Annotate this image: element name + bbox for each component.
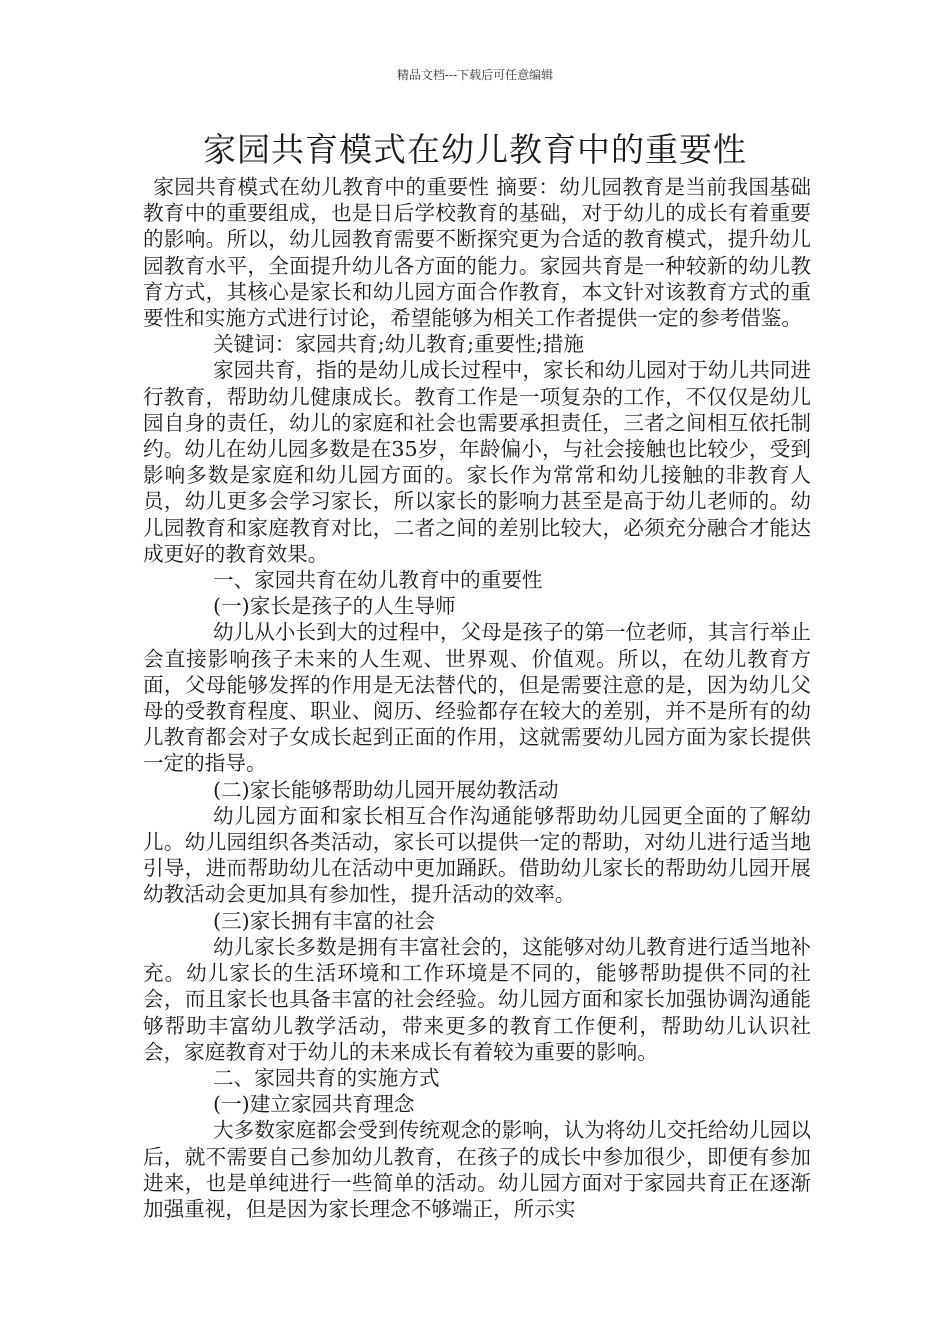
- subsection-heading: (一)家长是孩子的人生导师: [213, 594, 456, 619]
- section-heading: 一、家园共育在幼儿教育中的重要性: [213, 568, 543, 593]
- body-paragraph: 幼儿园方面和家长相互合作沟通能够帮助幼儿园更全面的了解幼儿。幼儿园组织各类活动，家长可以提供一定的帮助，对幼儿进行适当地引导，进而帮助幼儿在活动中更加踊跃。借助幼儿家长的帮助幼儿园开展幼教活动会更加具有参加性，提升活动的效率。: [143, 803, 811, 907]
- subsection-heading: (二)家长能够帮助幼儿园开展幼教活动: [213, 777, 559, 802]
- keywords-line: 关键词：家园共育;幼儿教育;重要性;措施: [213, 332, 584, 357]
- document-body: [143, 174, 811, 1222]
- header-note: 精品文档---下载后可任意编辑: [396, 68, 554, 82]
- body-paragraph: 大多数家庭都会受到传统观念的影响，认为将幼儿交托给幼儿园以后，就不需要自己参加幼儿教育，在孩子的成长中参加很少，即便有参加进来，也是单纯进行一些简单的活动。幼儿园方面对于家园共育正在逐渐加强重视，但是因为家长理念不够端正，所示实: [143, 1118, 811, 1221]
- document-title: 家园共育模式在幼儿教育中的重要性: [203, 130, 747, 169]
- subsection-heading: (三)家长拥有丰富的社会: [213, 908, 436, 933]
- section-heading: 二、家园共育的实施方式: [213, 1065, 440, 1090]
- body-paragraph: 幼儿家长多数是拥有丰富社会的，这能够对幼儿教育进行适当地补充。幼儿家长的生活环境和工作环境是不同的，能够帮助提供不同的社会，而且家长也具备丰富的社会经验。幼儿园方面和家长加强协调沟通能够帮助丰富幼儿教学活动，带来更多的教育工作便利，帮助幼儿认识社会，家庭教育对于幼儿的未来成长有着较为重要的影响。: [143, 934, 811, 1064]
- body-paragraph: 家园共育，指的是幼儿成长过程中，家长和幼儿园对于幼儿共同进行教育，帮助幼儿健康成长。教育工作是一项复杂的工作，不仅仅是幼儿园自身的责任，幼儿的家庭和社会也需要承担责任，三者之间相互依托制约。幼儿在幼儿园多数是在35岁，年龄偏小，与社会接触也比较少，受到影响多数是家庭和幼儿园方面的。家长作为常常和幼儿接触的非教育人员，幼儿更多会学习家长，所以家长的影响力甚至是高于幼儿老师的。幼儿园教育和家庭教育对比，二者之间的差别比较大，必须充分融合才能达成更好的教育效果。: [143, 358, 811, 566]
- subsection-heading: (一)建立家园共育理念: [213, 1092, 415, 1117]
- body-paragraph: 幼儿从小长到大的过程中，父母是孩子的第一位老师，其言行举止会直接影响孩子未来的人生观、世界观、价值观。所以，在幼儿教育方面，父母能够发挥的作用是无法替代的，但是需要注意的是，因为幼儿父母的受教育程度、职业、阅历、经验都存在较大的差别，并不是所有的幼儿教育都会对子女成长起到正面的作用，这就需要幼儿园方面为家长提供一定的指导。: [143, 620, 811, 776]
- abstract-paragraph: 家园共育模式在幼儿教育中的重要性 摘要：幼儿园教育是当前我国基础教育中的重要组成，也是日后学校教育的基础，对于幼儿的成长有着重要的影响。所以，幼儿园教育需要不断探究更为合适的教育模式，提升幼儿园教育水平，全面提升幼儿各方面的能力。家园共育是一种较新的幼儿教育方式，其核心是家长和幼儿园方面合作教育，本文针对该教育方式的重要性和实施方式进行讨论，希望能够为相关工作者提供一定的参考借鉴。: [143, 175, 811, 331]
